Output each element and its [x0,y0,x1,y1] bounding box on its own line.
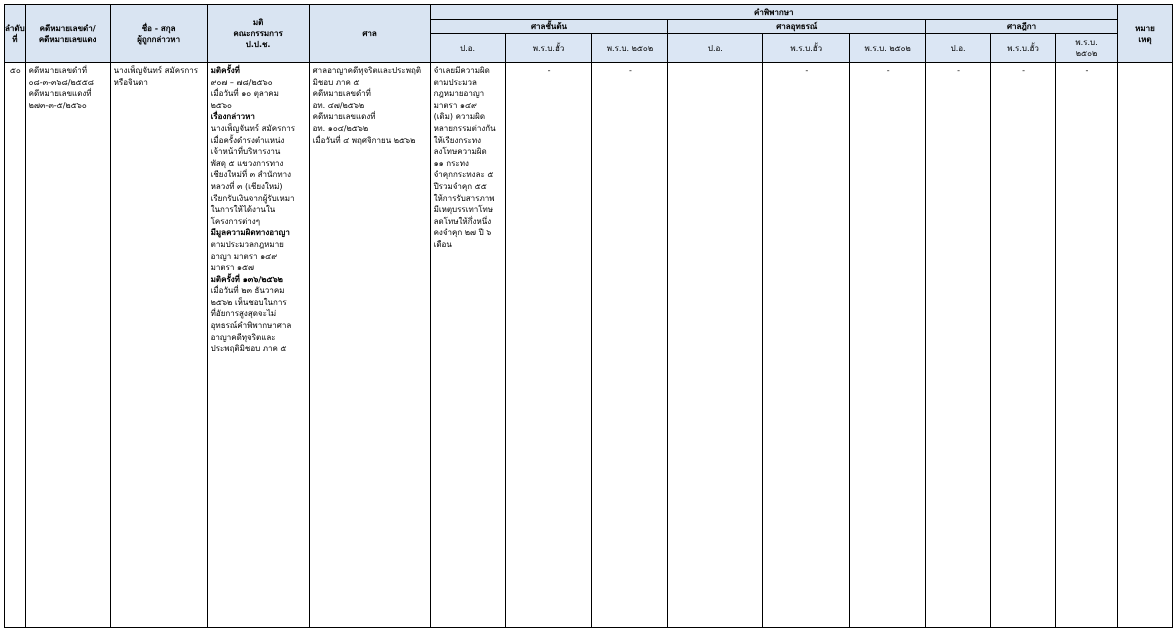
resolution-cell [207,63,309,628]
resolution-line: นางเพ็ญจันทร์ สมัครการ [210,123,296,133]
header-supreme-po: ป.อ. [926,34,991,63]
first-court-prb-old-cell: - [505,63,592,628]
header-supreme-prb-2502: พ.ร.บ. ๒๕๐๒ [1056,34,1118,63]
resolution-line: มติครั้งที่ ๑๓๖/๒๕๖๒ [210,274,283,284]
resolution-line: เมื่อวันที่ ๒๓ ธันวาคม [210,286,285,296]
first-court-po-line: เดือน [433,239,452,249]
header-appeal-po: ป.อ. [668,34,763,63]
accused-name-cell: นางเพ็ญจันทร์ สมัครการ หรือจินดา [110,63,207,628]
resolution-line: ประพฤติมิชอบ ภาค ๕ [210,344,287,354]
header-no: ลำดับ ที่ [5,5,26,63]
header-supreme-prb-old: พ.ร.บ.ฮั้ว [991,34,1056,63]
first-court-po-line: ลงโทษความผิด [433,147,487,157]
first-court-po-line: ให้เรียงกระทง [433,135,481,145]
row-no: ๕๐ [5,63,26,628]
first-court-po-line: หลายกรรมต่างกัน [433,123,496,133]
first-court-prb-2502-cell: - [592,63,668,628]
first-court-po-line: ปีรวมจำคุก ๕๕ [433,181,487,191]
resolution-line: ตามประมวลกฎหมาย [210,239,284,249]
first-court-po-line: จำเลยมีความผิด [433,66,490,75]
first-court-po-line: ๑๑ กระทง [433,158,469,168]
appeal-po-cell [668,63,763,628]
header-first-prb-2502: พ.ร.บ. ๒๕๐๒ [592,34,668,63]
resolution-line: ในการให้ได้งานใน [210,205,276,215]
resolution-line: อุทธรณ์คำพิพากษาศาล [210,321,292,331]
header-case-no: คดีหมายเลขดำ/ คดีหมายเลขแดง [25,5,110,63]
table-row [5,63,1173,628]
supreme-po-cell: - [926,63,991,628]
header-court-first: ศาลชั้นต้น [430,20,668,34]
first-court-po-line: ให้การรับสารภาพ [433,193,495,203]
first-court-po-line: ตามประมวล [433,77,477,87]
resolution-line: เมื่อครั้งดำรงตำแหน่ง [210,135,285,145]
header-court-appeal: ศาลอุทธรณ์ [668,20,926,34]
remark-cell [1117,63,1172,628]
resolution-line: มติครั้งที่ [210,66,240,75]
first-court-po-line: กฎหมายอาญา [433,89,485,99]
resolution-line: เจ้าหน้าที่บริหารงาน [210,147,281,157]
first-court-po-cell [430,63,505,628]
first-court-po-line: คงจำคุก ๒๗ ปี ๖ [433,228,492,238]
header-court: ศาล [309,5,430,63]
resolution-line: มาตรา ๑๕๗ [210,263,255,273]
resolution-line: โครงการต่างๆ [210,216,260,226]
header-first-po: ป.อ. [430,34,505,63]
appeal-prb-old-cell: - [763,63,850,628]
resolution-line: ที่อัยการสูงสุดจะไม่ [210,309,277,319]
resolution-line: หลวงที่ ๓ (เชียงใหม่) [210,181,283,191]
first-court-po-line: มาตรา ๑๔๙ [433,100,477,110]
header-judgment: คำพิพากษา [430,5,1117,20]
supreme-prb-2502-cell: - [1056,63,1118,628]
header-remark: หมาย เหตุ [1117,5,1172,63]
resolution-line: อาญาคดีทุจริตและ [210,332,276,342]
first-court-po-line: (เดิม) ความผิด [433,112,486,122]
resolution-line: เรื่องกล่าวหา [210,112,255,122]
resolution-line: ๙๐๗ – ๗๘/๒๕๖๐ [210,77,273,87]
case-number-cell: คดีหมายเลขดำที่ ๐๘-๓-๓๖๘/๒๕๕๘ คดีหมายเลขแดงที่ ๒๗๓-๓-๕/๒๕๖๐ [25,63,110,628]
header-appeal-prb-old: พ.ร.บ.ฮั้ว [763,34,850,63]
header-appeal-prb-2502: พ.ร.บ. ๒๕๐๒ [850,34,926,63]
first-court-po-line: มีเหตุบรรเทาโทษ [433,205,494,215]
resolution-line: เมื่อวันที่ ๑๐ ตุลาคม [210,89,279,99]
header-court-supreme: ศาลฎีกา [926,20,1118,34]
resolution-line: ๒๕๖๒ เห็นชอบในการ [210,297,287,307]
first-court-po-line: จำคุกกระทงละ ๕ [433,170,494,180]
resolution-line: เชียงใหม่ที่ ๓ สำนักทาง [210,170,292,180]
first-court-po-line: ลดโทษให้กึ่งหนึ่ง [433,216,492,226]
resolution-line: อาญา มาตรา ๑๔๙ [210,251,278,261]
resolution-line: เรียกรับเงินจากผู้รับเหมา [210,193,295,203]
resolution-line: ๒๕๖๐ [210,100,232,110]
court-cell: ศาลอาญาคดีทุจริตและประพฤติ มิชอบ ภาค ๕ คดีหมายเลขดำที่ อท. ๔๗/๒๕๖๒ คดีหมายเลขแดงที่ อท. ๑๐๔/๒๕๖๒ เมื่อวันที่ ๔ พฤศจิกายน ๒๕๖๒ [309,63,430,628]
resolution-line: มีมูลความผิดทางอาญา [210,228,290,238]
judgment-table [4,4,1173,628]
resolution-line: พัสดุ ๕ แขวงการทาง [210,158,284,168]
header-first-prb-old: พ.ร.บ.ฮั้ว [505,34,592,63]
header-accused-name: ชื่อ - สกุล ผู้ถูกกล่าวหา [110,5,207,63]
appeal-prb-2502-cell: - [850,63,926,628]
header-resolution: มติ คณะกรรมการ ป.ป.ช. [207,5,309,63]
supreme-prb-old-cell: - [991,63,1056,628]
